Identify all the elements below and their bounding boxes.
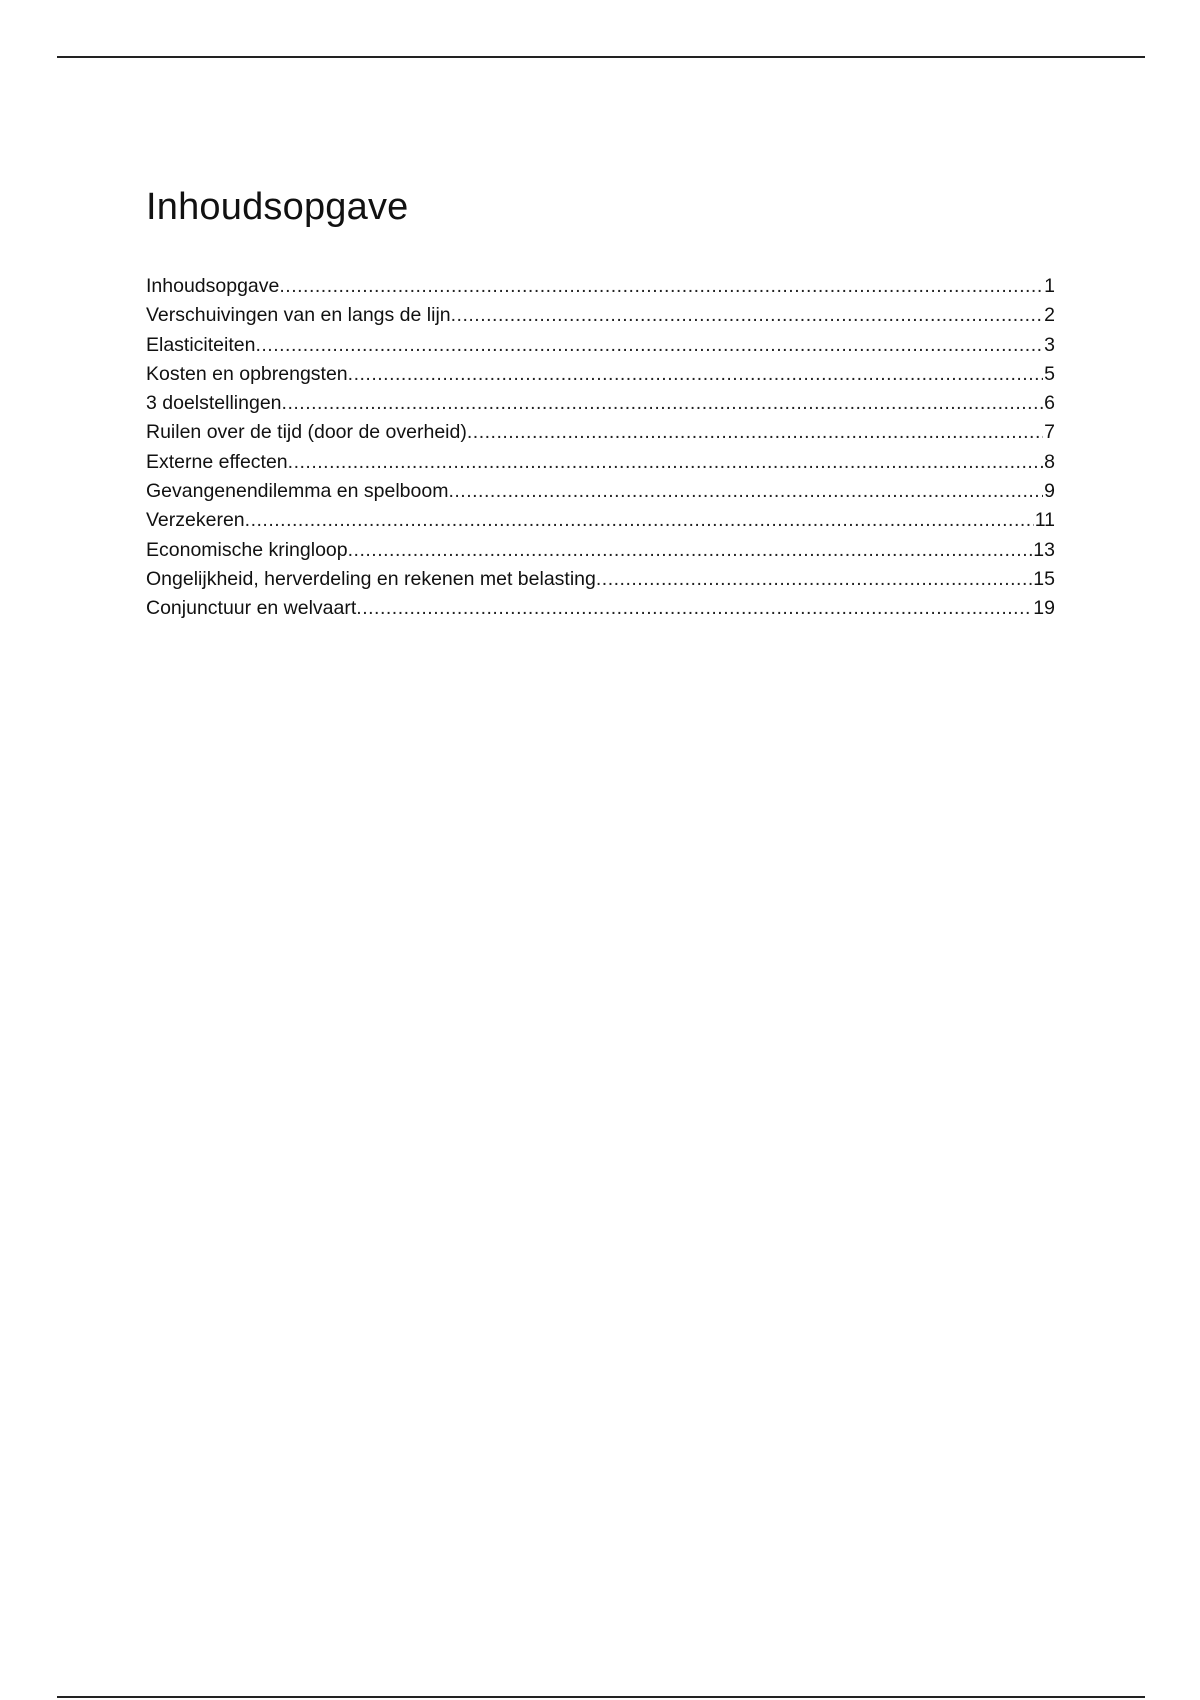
toc-entry[interactable]	[146, 418, 1055, 447]
toc-dot-leader	[282, 389, 1044, 418]
toc-entry-page-number: 11	[1034, 509, 1055, 532]
toc-entry[interactable]	[146, 477, 1055, 506]
toc-dot-leader	[467, 418, 1043, 447]
toc-dot-leader	[279, 272, 1043, 301]
toc-entry-label: Ongelijkheid, herverdeling en rekenen met belasting	[146, 567, 596, 590]
toc-entry-page-number: 9	[1044, 480, 1055, 503]
toc-dot-leader	[451, 301, 1044, 330]
page-title: Inhoudsopgave	[146, 186, 409, 228]
footer-rule	[57, 1696, 1145, 1698]
toc-entry-page-number: 2	[1044, 304, 1055, 327]
toc-dot-leader	[596, 565, 1032, 594]
toc-entry-label: Verschuivingen van en langs de lijn	[146, 304, 451, 327]
toc-entry[interactable]	[146, 594, 1055, 623]
toc-entry[interactable]	[146, 448, 1055, 477]
toc-dot-leader	[255, 331, 1043, 360]
toc-dot-leader	[348, 536, 1033, 565]
toc-entry-label: 3 doelstellingen	[146, 392, 282, 415]
toc-entry-label: Gevangenendilemma en spelboom	[146, 480, 449, 503]
toc-entry-label: Externe effecten	[146, 450, 288, 473]
toc-entry-page-number: 8	[1044, 450, 1055, 473]
toc-dot-leader	[356, 594, 1032, 623]
toc-entry[interactable]	[146, 536, 1055, 565]
toc-entry-label: Economische kringloop	[146, 538, 348, 561]
header-rule	[57, 56, 1145, 58]
toc-entry-page-number: 13	[1033, 538, 1055, 561]
toc-entry[interactable]	[146, 331, 1055, 360]
toc-entry[interactable]	[146, 389, 1055, 418]
toc-entry[interactable]	[146, 360, 1055, 389]
toc-entry-page-number: 15	[1033, 567, 1055, 590]
toc-entry-page-number: 19	[1033, 597, 1055, 620]
toc-entry-label: Inhoudsopgave	[146, 275, 280, 297]
toc-entry[interactable]	[146, 301, 1055, 330]
toc-entry-label: Elasticiteiten	[146, 333, 256, 356]
toc-entry-page-number: 6	[1044, 392, 1055, 415]
toc-entry[interactable]	[146, 565, 1055, 594]
toc-entry-label: Conjunctuur en welvaart	[146, 597, 357, 620]
toc-dot-leader	[245, 506, 1034, 535]
table-of-contents	[146, 272, 1055, 624]
toc-entry-page-number: 3	[1044, 333, 1055, 356]
toc-dot-leader	[448, 477, 1043, 506]
toc-entry[interactable]	[146, 272, 1055, 301]
toc-entry-label: Verzekeren	[146, 509, 245, 532]
toc-dot-leader	[288, 448, 1043, 477]
toc-dot-leader	[348, 360, 1043, 389]
toc-entry-label: Kosten en opbrengsten	[146, 362, 348, 385]
toc-entry-page-number: 1	[1044, 275, 1055, 297]
toc-entry-label: Ruilen over de tijd (door de overheid)	[146, 421, 467, 444]
toc-entry-page-number: 7	[1044, 421, 1055, 444]
toc-entry-page-number: 5	[1044, 362, 1055, 385]
toc-entry[interactable]	[146, 506, 1055, 535]
